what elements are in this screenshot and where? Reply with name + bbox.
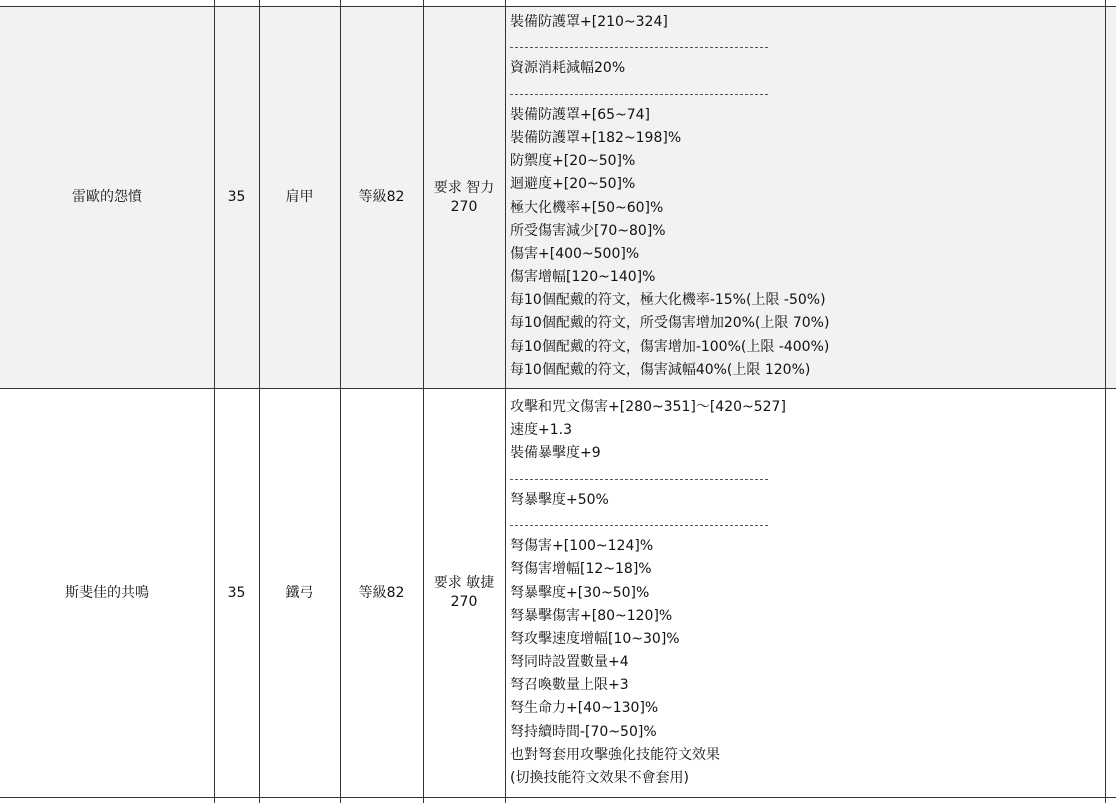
attribute-requirement-value: 270 bbox=[450, 594, 478, 610]
table-row bbox=[0, 7, 1116, 388]
stat-line: 弩生命力+[40~130]% bbox=[510, 700, 659, 717]
stat-line: 弩暴擊度+[30~50]% bbox=[510, 584, 650, 601]
item-type: 肩甲 bbox=[285, 189, 314, 205]
stat-line: 傷害增幅[120~140]% bbox=[510, 269, 656, 286]
stat-line: 裝備防護罩+[210~324] bbox=[510, 14, 668, 30]
attribute-requirement-label: 要求 敏捷 bbox=[433, 575, 495, 591]
stat-line: 弩暴擊度+50% bbox=[510, 491, 609, 508]
separator bbox=[510, 81, 1105, 104]
separator bbox=[510, 466, 1105, 489]
column-divider bbox=[505, 0, 506, 803]
attribute-requirement-label: 要求 智力 bbox=[433, 179, 495, 196]
stat-line: 弩召喚數量上限+3 bbox=[510, 677, 629, 694]
stats-list bbox=[505, 7, 1105, 388]
stat-line: 每10個配戴的符文，極大化機率-15%(上限 -50%) bbox=[510, 292, 826, 309]
row-divider bbox=[0, 797, 1116, 798]
column-divider bbox=[259, 0, 260, 803]
stat-line: 弩持續時間-[70~50]% bbox=[510, 723, 657, 740]
column-divider bbox=[423, 0, 424, 803]
stat-line: 弩暴擊傷害+[80~120]% bbox=[510, 607, 673, 624]
attribute-requirement bbox=[423, 7, 505, 388]
item-name: 雷歐的怨憤 bbox=[72, 189, 142, 205]
stats-list bbox=[505, 389, 1105, 797]
item-name: 斯斐佳的共鳴 bbox=[65, 584, 149, 601]
separator bbox=[510, 34, 1105, 57]
column-divider bbox=[214, 0, 215, 803]
level-requirement: 等級82 bbox=[358, 584, 405, 601]
stat-line: 每10個配戴的符文，所受傷害增加20%(上限 70%) bbox=[510, 315, 830, 332]
stat-line: 防禦度+[20~50]% bbox=[510, 153, 636, 170]
stat-line: 傷害+[400~500]% bbox=[510, 245, 640, 262]
stat-line: 弩攻擊速度增幅[10~30]% bbox=[510, 630, 680, 647]
stat-line: 迴避度+[20~50]% bbox=[510, 176, 636, 193]
stat-line: 裝備暴擊度+9 bbox=[510, 445, 601, 462]
level-requirement: 等級82 bbox=[358, 189, 405, 205]
stat-line: 每10個配戴的符文，傷害增加-100%(上限 -400%) bbox=[510, 338, 830, 355]
row-divider bbox=[0, 388, 1116, 389]
stat-line: 速度+1.3 bbox=[510, 422, 572, 439]
table-row bbox=[0, 389, 1116, 797]
stat-line: 攻擊和咒文傷害+[280~351]～[420~527] bbox=[510, 399, 786, 415]
stat-line: 資源消耗減幅20% bbox=[510, 60, 626, 77]
attribute-requirement-value: 270 bbox=[450, 198, 478, 215]
column-divider bbox=[1105, 0, 1106, 803]
attribute-requirement bbox=[423, 389, 505, 797]
stat-line: 弩傷害增幅[12~18]% bbox=[510, 561, 652, 578]
stat-line: 所受傷害減少[70~80]% bbox=[510, 222, 666, 239]
separator bbox=[510, 512, 1105, 535]
stat-line: 也對弩套用攻擊強化技能符文效果 bbox=[510, 746, 720, 763]
column-divider bbox=[340, 0, 341, 803]
stat-line: 弩同時設置數量+4 bbox=[510, 654, 629, 671]
item-level: 35 bbox=[227, 584, 246, 601]
stat-line: 裝備防護罩+[182~198]% bbox=[510, 129, 682, 146]
item-type: 鐵弓 bbox=[285, 584, 314, 601]
item-level: 35 bbox=[227, 189, 246, 205]
stat-line: 每10個配戴的符文，傷害減幅40%(上限 120%) bbox=[510, 361, 811, 378]
row-divider bbox=[0, 6, 1116, 7]
stat-line: (切換技能符文效果不會套用) bbox=[510, 770, 689, 786]
stat-line: 裝備防護罩+[65~74] bbox=[510, 106, 651, 123]
stat-line: 極大化機率+[50~60]% bbox=[510, 199, 664, 216]
stat-line: 弩傷害+[100~124]% bbox=[510, 538, 654, 555]
